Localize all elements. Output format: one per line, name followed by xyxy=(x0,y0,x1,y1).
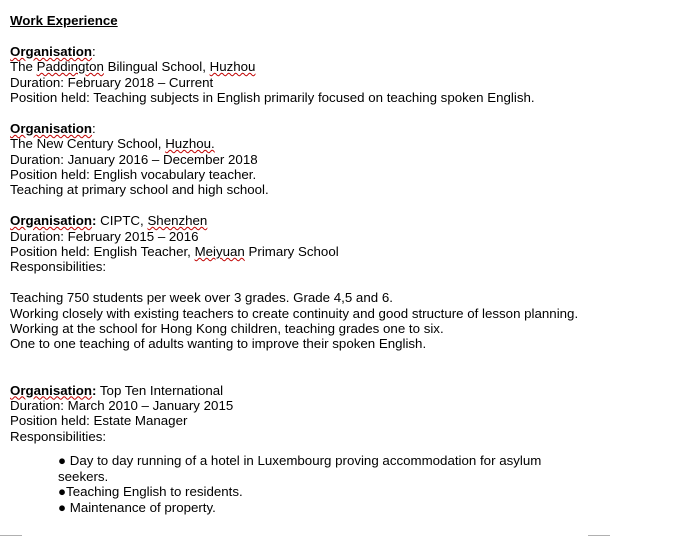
org-label-line: Organisation: xyxy=(10,120,96,136)
responsibility-item: One to one teaching of adults wanting to improve their spoken English. xyxy=(10,336,427,352)
org-line: Organisation: CIPTC, Shenzhen xyxy=(10,213,208,229)
bullet-item: ● Day to day running of a hotel in Luxembourg proving accommodation for asylum seekers. xyxy=(58,453,542,484)
bullet-item: ● Maintenance of property. xyxy=(58,499,216,515)
job-description: Teaching at primary school and high school. xyxy=(10,182,269,198)
org-label: Organisation xyxy=(10,43,93,59)
job-entry-2 xyxy=(10,121,670,198)
position-held: Position held: English Teacher, Meiyuan Primary School xyxy=(10,244,339,260)
duration: Duration: February 2015 – 2016 xyxy=(10,228,199,244)
job-entry-4 xyxy=(10,383,670,515)
bullet-icon: ● xyxy=(58,453,67,469)
section-heading: Work Experience xyxy=(10,13,118,28)
responsibility-item: Teaching 750 students per week over 3 grades. Grade 4,5 and 6. xyxy=(10,290,393,306)
document-body xyxy=(10,13,670,515)
job-entry-3 xyxy=(10,213,670,352)
bullet-item: ●Teaching English to residents. xyxy=(58,484,243,500)
responsibilities-label: Responsibilities: xyxy=(10,428,107,444)
bullet-icon: ● xyxy=(58,499,67,515)
position-held: Position held: Estate Manager xyxy=(10,413,188,429)
org-name: The Paddington Bilingual School, Huzhou xyxy=(10,59,256,75)
position-held: Position held: Teaching subjects in English primarily focused on teaching spoken English. xyxy=(10,90,535,106)
org-name: The New Century School, Huzhou. xyxy=(10,136,215,152)
org-label: Organisation xyxy=(10,382,93,398)
duration: Duration: January 2016 – December 2018 xyxy=(10,151,258,167)
job-entry-1 xyxy=(10,44,670,106)
org-label-line: Organisation: xyxy=(10,43,96,59)
duration: Duration: March 2010 – January 2015 xyxy=(10,398,234,414)
org-label: Organisation xyxy=(10,213,93,229)
page-corner-mark-left xyxy=(0,535,22,536)
duration: Duration: February 2018 – Current xyxy=(10,74,214,90)
bullet-list xyxy=(58,453,670,515)
position-held: Position held: English vocabulary teacher. xyxy=(10,167,257,183)
page-corner-mark-right xyxy=(588,535,610,536)
responsibility-item: Working at the school for Hong Kong children, teaching grades one to six. xyxy=(10,321,444,337)
responsibility-item: Working closely with existing teachers to create continuity and good structure of lesson planning. xyxy=(10,305,579,321)
bullet-icon: ● xyxy=(58,484,67,500)
org-label: Organisation xyxy=(10,120,93,136)
responsibilities-label: Responsibilities: xyxy=(10,259,107,275)
org-line: Organisation: Top Ten International xyxy=(10,382,224,398)
